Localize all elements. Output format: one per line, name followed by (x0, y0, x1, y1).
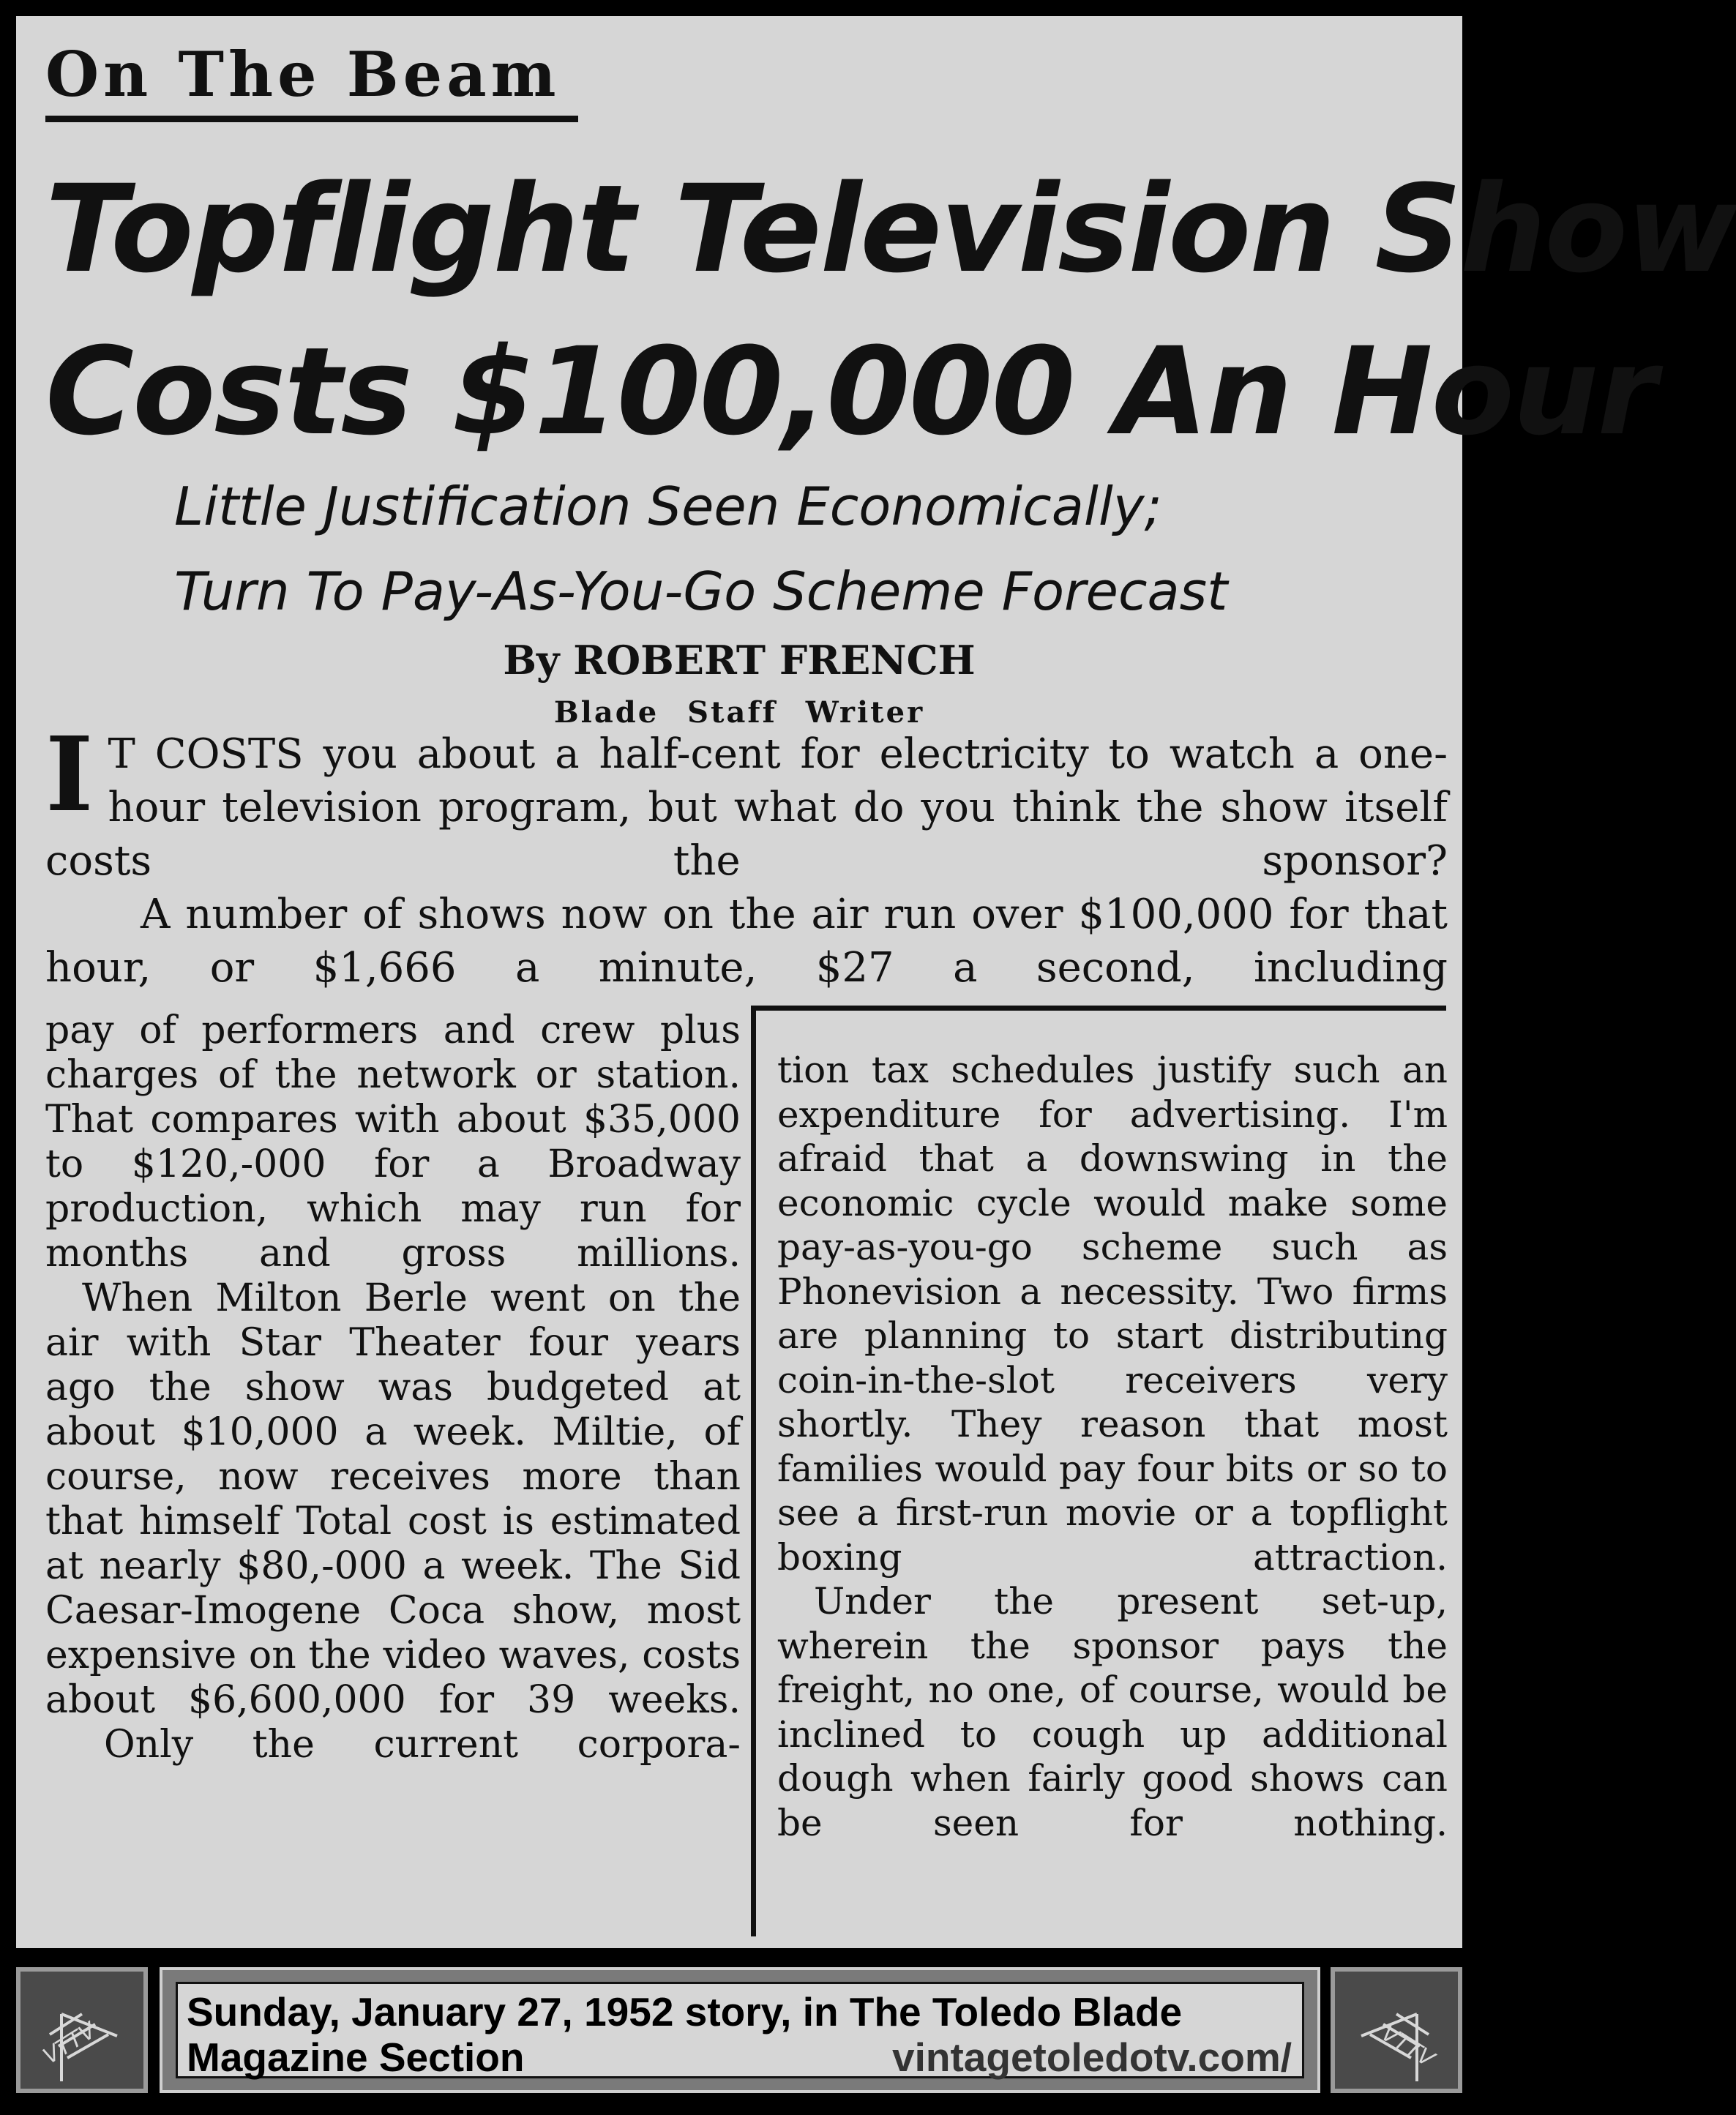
lead-paragraph-1 (45, 715, 1448, 888)
tv-antenna-logo-icon-mirrored (1335, 1972, 1458, 2089)
headline-line-2: Costs $100,000 An Hour (45, 321, 1655, 462)
svg-text:VTTV: VTTV (1377, 2021, 1439, 2073)
lead-text (45, 715, 1448, 995)
headline (45, 148, 1736, 473)
drop-cap: I (45, 715, 94, 835)
column-divider-horizontal (751, 1006, 1446, 1011)
kicker-underline (45, 116, 578, 122)
subheadline (174, 464, 1433, 634)
left-column-paragraph-3: Only the current corpora- (104, 1723, 741, 1767)
vttv-logo-left (16, 1967, 148, 2093)
headline-line-1: Topflight Television Show (45, 159, 1736, 299)
column-kicker: On The Beam (45, 38, 561, 111)
subheadline-line-1: Little Justification Seen Economically; (174, 476, 1162, 537)
left-column (45, 1008, 741, 1767)
caption-box (160, 1967, 1320, 2093)
svg-text:VTTV: VTTV (38, 2018, 101, 2070)
lead-paragraph-1-text: T COSTS you about a half-cent for electricity to watch a one-hour television program, but what do you think the show itself costs the sponsor? (45, 730, 1448, 885)
byline-credit: Blade Staff Writer (553, 695, 925, 730)
right-column (777, 1048, 1448, 1845)
article-panel (16, 16, 1736, 1948)
subheadline-line-2: Turn To Pay-As-You-Go Scheme Forecast (174, 561, 1228, 622)
caption-date-source: Sunday, January 27, 1952 story, in The Toledo Blade (187, 1989, 1183, 2034)
right-column-paragraph-2: Under the present set-up, wherein the sponsor pays the freight, no one, of course, would be inclined to cough up additional dough when fairly good shows can be seen for nothing. (777, 1580, 1448, 1844)
left-column-paragraph-2: When Milton Berle went on the air with Star Theater four years ago the show was budgeted at about $10,000 a week. Miltie, of course, now receives more than that himself Total cost is estimated at nearly $80,-000 a week. The Sid Caesar-Imogene Coca show, most expensive on the video waves, costs about $6,600,000 for 39 weeks. (45, 1276, 741, 1722)
left-column-paragraph-1: pay of performers and crew plus charges of the network or station. That compares with about $35,000 to $120,-000 for a Broadway production, which may run for months and gross millions. (45, 1008, 741, 1276)
vttv-logo-right (1331, 1967, 1462, 2093)
lead-paragraph-2: A number of shows now on the air run over $100,000 for that hour, or $1,666 a minute, $27 a second, including (45, 891, 1448, 992)
tv-antenna-logo-icon (20, 1972, 143, 2089)
caption-inner (176, 1982, 1304, 2078)
byline: By ROBERT FRENCH (503, 637, 976, 684)
caption-section: Magazine Section (187, 2034, 525, 2080)
caption-website-link[interactable]: vintagetoledotv.com/ (892, 2034, 1292, 2080)
column-divider-vertical (751, 1006, 756, 1936)
right-column-paragraph-1: tion tax schedules justify such an expenditure for advertising. I'm afraid that a downswing in the economic cycle would make some pay-as-you-go scheme such as Phonevision a necessity. Two firms are planning to start distributing coin-in-the-slot receivers very shortly. They reason that most families would pay four bits or so to see a first-run movie or a topflight boxing attraction. (777, 1049, 1448, 1579)
